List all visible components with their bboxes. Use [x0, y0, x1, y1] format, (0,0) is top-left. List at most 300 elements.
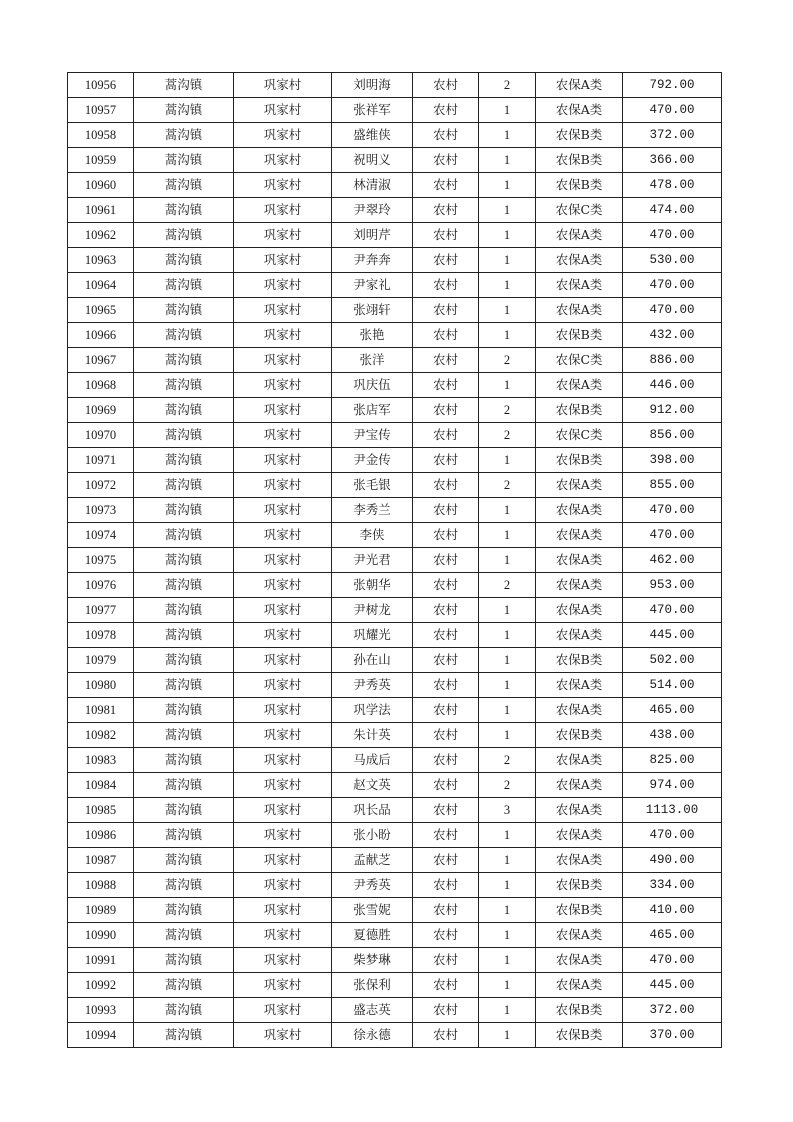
record-id-cell: 10973 — [68, 498, 134, 523]
table-row — [68, 298, 722, 323]
insurance-class-cell: 农保A类 — [536, 573, 623, 598]
amount-cell: 462.00 — [623, 548, 722, 573]
name-cell: 张雪妮 — [332, 898, 413, 923]
table-row — [68, 748, 722, 773]
household-size-cell: 1 — [479, 298, 536, 323]
area-type-cell: 农村 — [413, 923, 479, 948]
household-size-cell: 1 — [479, 148, 536, 173]
name-cell: 张翊轩 — [332, 298, 413, 323]
amount-cell: 470.00 — [623, 498, 722, 523]
roster-table-body — [68, 73, 722, 1048]
amount-cell: 470.00 — [623, 598, 722, 623]
record-id-cell: 10963 — [68, 248, 134, 273]
name-cell: 尹家礼 — [332, 273, 413, 298]
town-cell: 蒿沟镇 — [134, 548, 234, 573]
record-id-cell: 10960 — [68, 173, 134, 198]
amount-cell: 470.00 — [623, 98, 722, 123]
record-id-cell: 10967 — [68, 348, 134, 373]
village-cell: 巩家村 — [234, 623, 332, 648]
town-cell: 蒿沟镇 — [134, 573, 234, 598]
table-row — [68, 673, 722, 698]
insurance-class-cell: 农保C类 — [536, 198, 623, 223]
town-cell: 蒿沟镇 — [134, 223, 234, 248]
name-cell: 张店军 — [332, 398, 413, 423]
household-size-cell: 1 — [479, 373, 536, 398]
insurance-class-cell: 农保B类 — [536, 1023, 623, 1048]
insurance-class-cell: 农保A类 — [536, 98, 623, 123]
village-cell: 巩家村 — [234, 298, 332, 323]
amount-cell: 490.00 — [623, 848, 722, 873]
household-size-cell: 1 — [479, 198, 536, 223]
town-cell: 蒿沟镇 — [134, 823, 234, 848]
household-size-cell: 1 — [479, 98, 536, 123]
amount-cell: 470.00 — [623, 823, 722, 848]
record-id-cell: 10965 — [68, 298, 134, 323]
amount-cell: 470.00 — [623, 273, 722, 298]
name-cell: 赵文英 — [332, 773, 413, 798]
town-cell: 蒿沟镇 — [134, 948, 234, 973]
village-cell: 巩家村 — [234, 373, 332, 398]
village-cell: 巩家村 — [234, 523, 332, 548]
table-row — [68, 248, 722, 273]
town-cell: 蒿沟镇 — [134, 348, 234, 373]
village-cell: 巩家村 — [234, 848, 332, 873]
village-cell: 巩家村 — [234, 748, 332, 773]
village-cell: 巩家村 — [234, 723, 332, 748]
amount-cell: 465.00 — [623, 698, 722, 723]
area-type-cell: 农村 — [413, 1023, 479, 1048]
amount-cell: 370.00 — [623, 1023, 722, 1048]
village-cell: 巩家村 — [234, 398, 332, 423]
area-type-cell: 农村 — [413, 598, 479, 623]
amount-cell: 465.00 — [623, 923, 722, 948]
table-row — [68, 348, 722, 373]
area-type-cell: 农村 — [413, 273, 479, 298]
record-id-cell: 10970 — [68, 423, 134, 448]
amount-cell: 334.00 — [623, 873, 722, 898]
town-cell: 蒿沟镇 — [134, 248, 234, 273]
town-cell: 蒿沟镇 — [134, 848, 234, 873]
insurance-class-cell: 农保A类 — [536, 473, 623, 498]
name-cell: 盛维侠 — [332, 123, 413, 148]
amount-cell: 410.00 — [623, 898, 722, 923]
village-cell: 巩家村 — [234, 248, 332, 273]
area-type-cell: 农村 — [413, 198, 479, 223]
town-cell: 蒿沟镇 — [134, 273, 234, 298]
household-size-cell: 3 — [479, 798, 536, 823]
name-cell: 孟献芝 — [332, 848, 413, 873]
insurance-class-cell: 农保A类 — [536, 548, 623, 573]
name-cell: 祝明义 — [332, 148, 413, 173]
village-cell: 巩家村 — [234, 123, 332, 148]
area-type-cell: 农村 — [413, 573, 479, 598]
amount-cell: 366.00 — [623, 148, 722, 173]
insurance-class-cell: 农保A类 — [536, 498, 623, 523]
record-id-cell: 10978 — [68, 623, 134, 648]
area-type-cell: 农村 — [413, 473, 479, 498]
record-id-cell: 10971 — [68, 448, 134, 473]
household-size-cell: 2 — [479, 348, 536, 373]
area-type-cell: 农村 — [413, 798, 479, 823]
area-type-cell: 农村 — [413, 173, 479, 198]
name-cell: 张艳 — [332, 323, 413, 348]
name-cell: 巩长品 — [332, 798, 413, 823]
insurance-class-cell: 农保C类 — [536, 423, 623, 448]
insurance-class-cell: 农保B类 — [536, 398, 623, 423]
table-row — [68, 98, 722, 123]
table-row — [68, 1023, 722, 1048]
record-id-cell: 10991 — [68, 948, 134, 973]
amount-cell: 856.00 — [623, 423, 722, 448]
insurance-class-cell: 农保B类 — [536, 873, 623, 898]
insurance-class-cell: 农保B类 — [536, 148, 623, 173]
name-cell: 巩学法 — [332, 698, 413, 723]
area-type-cell: 农村 — [413, 373, 479, 398]
table-row — [68, 548, 722, 573]
area-type-cell: 农村 — [413, 248, 479, 273]
name-cell: 刘明芹 — [332, 223, 413, 248]
record-id-cell: 10990 — [68, 923, 134, 948]
amount-cell: 470.00 — [623, 298, 722, 323]
area-type-cell: 农村 — [413, 323, 479, 348]
village-cell: 巩家村 — [234, 273, 332, 298]
area-type-cell: 农村 — [413, 123, 479, 148]
insurance-class-cell: 农保A类 — [536, 523, 623, 548]
village-cell: 巩家村 — [234, 73, 332, 98]
table-row — [68, 773, 722, 798]
amount-cell: 825.00 — [623, 748, 722, 773]
record-id-cell: 10964 — [68, 273, 134, 298]
insurance-class-cell: 农保A类 — [536, 273, 623, 298]
insurance-class-cell: 农保A类 — [536, 823, 623, 848]
amount-cell: 438.00 — [623, 723, 722, 748]
name-cell: 尹宝传 — [332, 423, 413, 448]
town-cell: 蒿沟镇 — [134, 698, 234, 723]
table-row — [68, 623, 722, 648]
household-size-cell: 1 — [479, 598, 536, 623]
amount-cell: 432.00 — [623, 323, 722, 348]
table-row — [68, 473, 722, 498]
insurance-class-cell: 农保A类 — [536, 373, 623, 398]
area-type-cell: 农村 — [413, 773, 479, 798]
area-type-cell: 农村 — [413, 423, 479, 448]
household-size-cell: 1 — [479, 123, 536, 148]
amount-cell: 445.00 — [623, 623, 722, 648]
record-id-cell: 10983 — [68, 748, 134, 773]
area-type-cell: 农村 — [413, 98, 479, 123]
village-cell: 巩家村 — [234, 473, 332, 498]
name-cell: 巩耀光 — [332, 623, 413, 648]
village-cell: 巩家村 — [234, 873, 332, 898]
insurance-class-cell: 农保A类 — [536, 248, 623, 273]
household-size-cell: 1 — [479, 923, 536, 948]
amount-cell: 372.00 — [623, 123, 722, 148]
name-cell: 张洋 — [332, 348, 413, 373]
record-id-cell: 10981 — [68, 698, 134, 723]
insurance-class-cell: 农保B类 — [536, 123, 623, 148]
amount-cell: 974.00 — [623, 773, 722, 798]
insurance-class-cell: 农保A类 — [536, 698, 623, 723]
town-cell: 蒿沟镇 — [134, 298, 234, 323]
name-cell: 尹树龙 — [332, 598, 413, 623]
household-size-cell: 1 — [479, 498, 536, 523]
amount-cell: 470.00 — [623, 523, 722, 548]
household-size-cell: 1 — [479, 998, 536, 1023]
area-type-cell: 农村 — [413, 723, 479, 748]
household-size-cell: 2 — [479, 398, 536, 423]
village-cell: 巩家村 — [234, 798, 332, 823]
household-size-cell: 1 — [479, 698, 536, 723]
household-size-cell: 1 — [479, 1023, 536, 1048]
table-row — [68, 423, 722, 448]
amount-cell: 446.00 — [623, 373, 722, 398]
area-type-cell: 农村 — [413, 873, 479, 898]
insurance-class-cell: 农保A类 — [536, 773, 623, 798]
name-cell: 张保利 — [332, 973, 413, 998]
amount-cell: 1113.00 — [623, 798, 722, 823]
insurance-class-cell: 农保B类 — [536, 323, 623, 348]
name-cell: 张朝华 — [332, 573, 413, 598]
town-cell: 蒿沟镇 — [134, 498, 234, 523]
town-cell: 蒿沟镇 — [134, 73, 234, 98]
town-cell: 蒿沟镇 — [134, 198, 234, 223]
amount-cell: 792.00 — [623, 73, 722, 98]
table-row — [68, 648, 722, 673]
town-cell: 蒿沟镇 — [134, 748, 234, 773]
record-id-cell: 10961 — [68, 198, 134, 223]
table-row — [68, 823, 722, 848]
amount-cell: 470.00 — [623, 223, 722, 248]
town-cell: 蒿沟镇 — [134, 623, 234, 648]
area-type-cell: 农村 — [413, 223, 479, 248]
table-row — [68, 923, 722, 948]
insurance-class-cell: 农保B类 — [536, 448, 623, 473]
village-cell: 巩家村 — [234, 148, 332, 173]
table-row — [68, 73, 722, 98]
town-cell: 蒿沟镇 — [134, 173, 234, 198]
town-cell: 蒿沟镇 — [134, 123, 234, 148]
town-cell: 蒿沟镇 — [134, 373, 234, 398]
village-cell: 巩家村 — [234, 673, 332, 698]
household-size-cell: 1 — [479, 623, 536, 648]
household-size-cell: 1 — [479, 223, 536, 248]
insurance-class-cell: 农保A类 — [536, 673, 623, 698]
name-cell: 林清淑 — [332, 173, 413, 198]
village-cell: 巩家村 — [234, 223, 332, 248]
household-size-cell: 1 — [479, 323, 536, 348]
table-row — [68, 698, 722, 723]
record-id-cell: 10985 — [68, 798, 134, 823]
household-size-cell: 1 — [479, 548, 536, 573]
record-id-cell: 10986 — [68, 823, 134, 848]
insurance-class-cell: 农保B类 — [536, 648, 623, 673]
area-type-cell: 农村 — [413, 948, 479, 973]
area-type-cell: 农村 — [413, 298, 479, 323]
village-cell: 巩家村 — [234, 98, 332, 123]
table-row — [68, 448, 722, 473]
village-cell: 巩家村 — [234, 1023, 332, 1048]
town-cell: 蒿沟镇 — [134, 523, 234, 548]
record-id-cell: 10988 — [68, 873, 134, 898]
village-cell: 巩家村 — [234, 448, 332, 473]
record-id-cell: 10993 — [68, 998, 134, 1023]
village-cell: 巩家村 — [234, 973, 332, 998]
amount-cell: 474.00 — [623, 198, 722, 223]
table-row — [68, 573, 722, 598]
area-type-cell: 农村 — [413, 148, 479, 173]
village-cell: 巩家村 — [234, 423, 332, 448]
household-size-cell: 1 — [479, 898, 536, 923]
area-type-cell: 农村 — [413, 498, 479, 523]
village-cell: 巩家村 — [234, 573, 332, 598]
household-size-cell: 1 — [479, 523, 536, 548]
name-cell: 张毛银 — [332, 473, 413, 498]
record-id-cell: 10980 — [68, 673, 134, 698]
record-id-cell: 10957 — [68, 98, 134, 123]
table-row — [68, 223, 722, 248]
amount-cell: 912.00 — [623, 398, 722, 423]
amount-cell: 398.00 — [623, 448, 722, 473]
name-cell: 刘明海 — [332, 73, 413, 98]
record-id-cell: 10979 — [68, 648, 134, 673]
area-type-cell: 农村 — [413, 973, 479, 998]
name-cell: 李侠 — [332, 523, 413, 548]
area-type-cell: 农村 — [413, 748, 479, 773]
town-cell: 蒿沟镇 — [134, 423, 234, 448]
household-size-cell: 1 — [479, 823, 536, 848]
record-id-cell: 10969 — [68, 398, 134, 423]
name-cell: 徐永德 — [332, 1023, 413, 1048]
insurance-class-cell: 农保A类 — [536, 848, 623, 873]
name-cell: 张小盼 — [332, 823, 413, 848]
village-cell: 巩家村 — [234, 823, 332, 848]
village-cell: 巩家村 — [234, 198, 332, 223]
area-type-cell: 农村 — [413, 623, 479, 648]
table-row — [68, 148, 722, 173]
table-row — [68, 898, 722, 923]
household-size-cell: 2 — [479, 573, 536, 598]
area-type-cell: 农村 — [413, 398, 479, 423]
village-cell: 巩家村 — [234, 498, 332, 523]
record-id-cell: 10987 — [68, 848, 134, 873]
area-type-cell: 农村 — [413, 673, 479, 698]
name-cell: 尹奔奔 — [332, 248, 413, 273]
table-row — [68, 798, 722, 823]
amount-cell: 530.00 — [623, 248, 722, 273]
name-cell: 孙在山 — [332, 648, 413, 673]
table-row — [68, 723, 722, 748]
household-size-cell: 2 — [479, 73, 536, 98]
town-cell: 蒿沟镇 — [134, 973, 234, 998]
table-row — [68, 123, 722, 148]
village-cell: 巩家村 — [234, 323, 332, 348]
amount-cell: 470.00 — [623, 948, 722, 973]
household-size-cell: 1 — [479, 673, 536, 698]
roster-table — [67, 72, 722, 1048]
town-cell: 蒿沟镇 — [134, 448, 234, 473]
table-row — [68, 873, 722, 898]
household-size-cell: 1 — [479, 648, 536, 673]
amount-cell: 953.00 — [623, 573, 722, 598]
record-id-cell: 10976 — [68, 573, 134, 598]
record-id-cell: 10974 — [68, 523, 134, 548]
insurance-class-cell: 农保A类 — [536, 623, 623, 648]
household-size-cell: 1 — [479, 948, 536, 973]
name-cell: 马成后 — [332, 748, 413, 773]
record-id-cell: 10982 — [68, 723, 134, 748]
table-row — [68, 598, 722, 623]
town-cell: 蒿沟镇 — [134, 398, 234, 423]
amount-cell: 855.00 — [623, 473, 722, 498]
amount-cell: 514.00 — [623, 673, 722, 698]
household-size-cell: 2 — [479, 423, 536, 448]
name-cell: 朱计英 — [332, 723, 413, 748]
insurance-class-cell: 农保A类 — [536, 598, 623, 623]
amount-cell: 478.00 — [623, 173, 722, 198]
town-cell: 蒿沟镇 — [134, 798, 234, 823]
area-type-cell: 农村 — [413, 998, 479, 1023]
village-cell: 巩家村 — [234, 998, 332, 1023]
name-cell: 巩庆伍 — [332, 373, 413, 398]
record-id-cell: 10968 — [68, 373, 134, 398]
insurance-class-cell: 农保A类 — [536, 923, 623, 948]
amount-cell: 372.00 — [623, 998, 722, 1023]
area-type-cell: 农村 — [413, 698, 479, 723]
town-cell: 蒿沟镇 — [134, 98, 234, 123]
record-id-cell: 10992 — [68, 973, 134, 998]
town-cell: 蒿沟镇 — [134, 773, 234, 798]
village-cell: 巩家村 — [234, 923, 332, 948]
town-cell: 蒿沟镇 — [134, 898, 234, 923]
table-row — [68, 273, 722, 298]
table-row — [68, 373, 722, 398]
record-id-cell: 10959 — [68, 148, 134, 173]
household-size-cell: 2 — [479, 773, 536, 798]
record-id-cell: 10984 — [68, 773, 134, 798]
town-cell: 蒿沟镇 — [134, 323, 234, 348]
area-type-cell: 农村 — [413, 348, 479, 373]
town-cell: 蒿沟镇 — [134, 1023, 234, 1048]
record-id-cell: 10958 — [68, 123, 134, 148]
area-type-cell: 农村 — [413, 898, 479, 923]
household-size-cell: 1 — [479, 873, 536, 898]
name-cell: 尹秀英 — [332, 673, 413, 698]
town-cell: 蒿沟镇 — [134, 923, 234, 948]
area-type-cell: 农村 — [413, 848, 479, 873]
insurance-class-cell: 农保B类 — [536, 998, 623, 1023]
name-cell: 尹翠玲 — [332, 198, 413, 223]
village-cell: 巩家村 — [234, 948, 332, 973]
village-cell: 巩家村 — [234, 773, 332, 798]
town-cell: 蒿沟镇 — [134, 148, 234, 173]
area-type-cell: 农村 — [413, 523, 479, 548]
table-row — [68, 973, 722, 998]
record-id-cell: 10962 — [68, 223, 134, 248]
insurance-class-cell: 农保B类 — [536, 173, 623, 198]
village-cell: 巩家村 — [234, 598, 332, 623]
household-size-cell: 1 — [479, 173, 536, 198]
insurance-class-cell: 农保A类 — [536, 748, 623, 773]
table-row — [68, 398, 722, 423]
table-row — [68, 198, 722, 223]
town-cell: 蒿沟镇 — [134, 723, 234, 748]
household-size-cell: 2 — [479, 473, 536, 498]
town-cell: 蒿沟镇 — [134, 873, 234, 898]
name-cell: 夏德胜 — [332, 923, 413, 948]
table-row — [68, 848, 722, 873]
insurance-class-cell: 农保A类 — [536, 298, 623, 323]
town-cell: 蒿沟镇 — [134, 473, 234, 498]
